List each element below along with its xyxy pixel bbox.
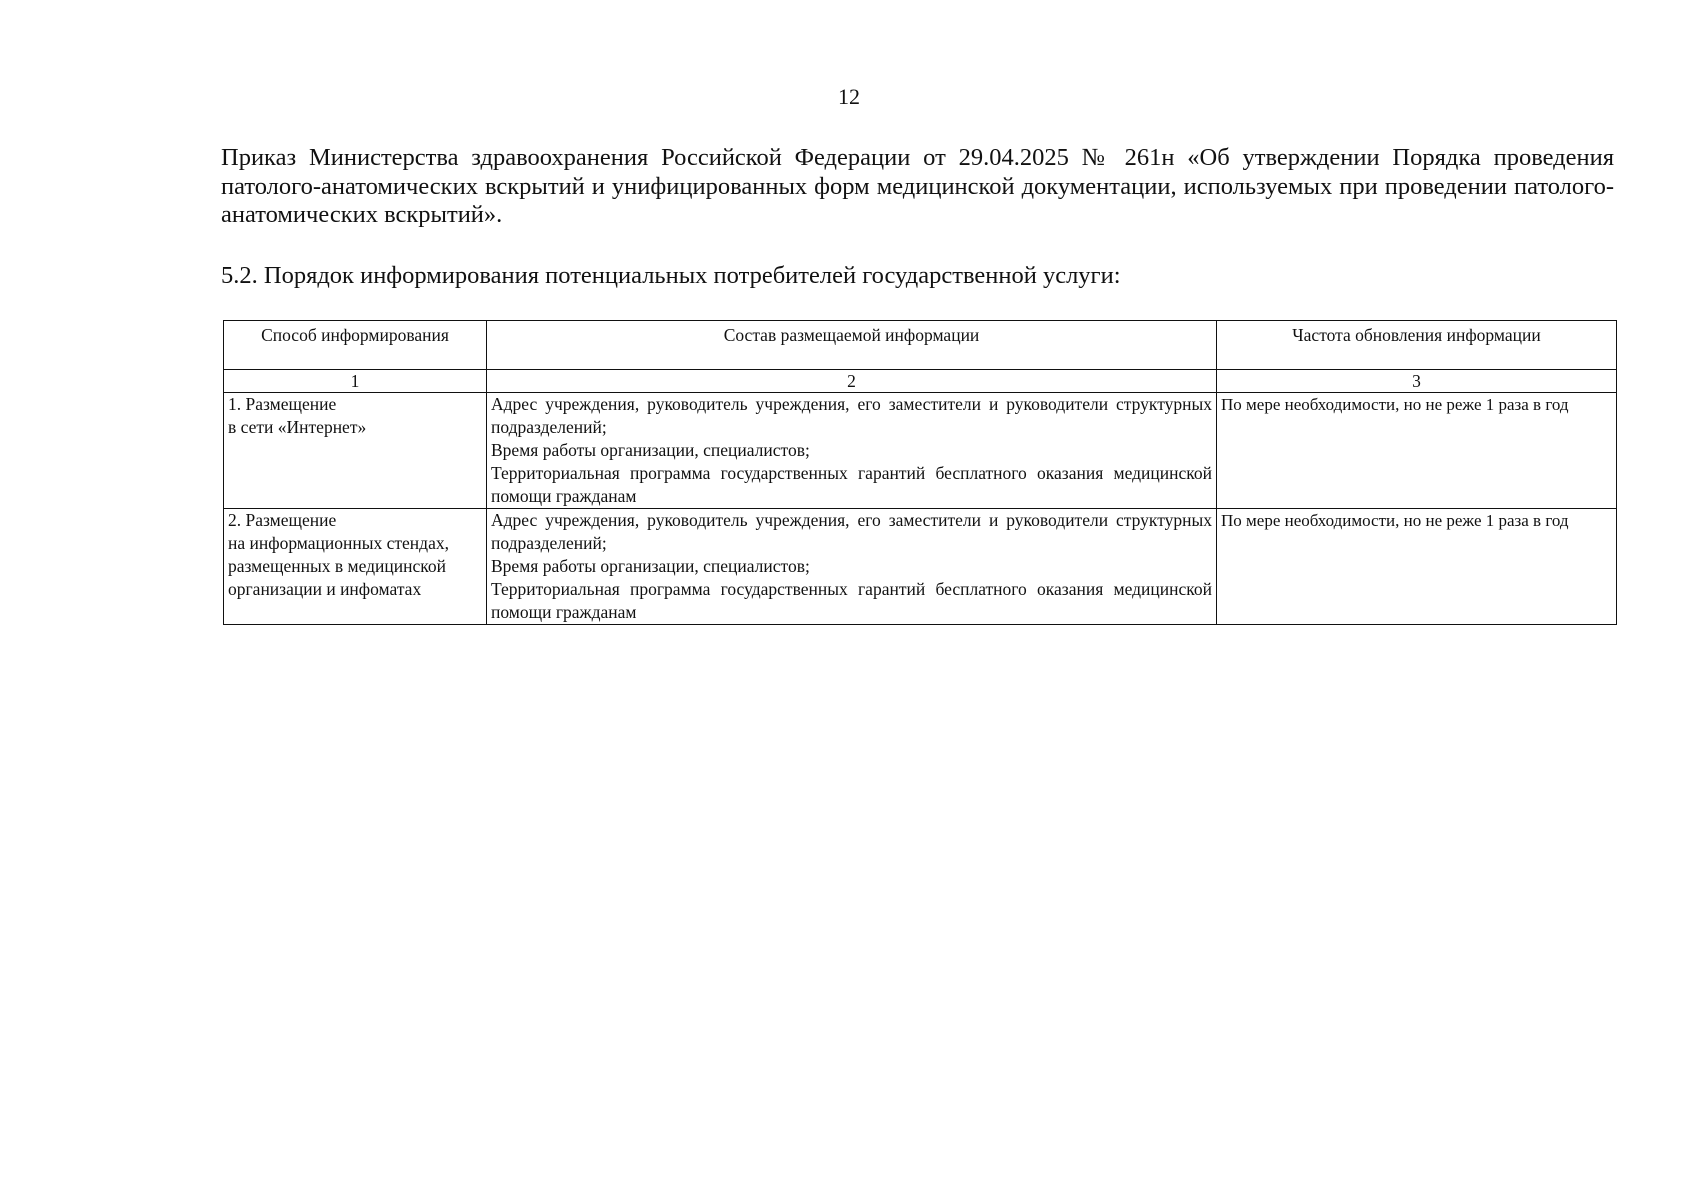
content-cell — [487, 509, 1217, 625]
method-line: размещенных в медицинской — [228, 556, 446, 576]
frequency-cell: По мере необходимости, но не реже 1 раза в год — [1217, 393, 1617, 509]
informing-procedure-table — [223, 320, 1617, 625]
content-item: Территориальная программа государственных гарантий бесплатного оказания медицинской помощи гражданам — [491, 579, 1212, 622]
table-index-row — [224, 370, 1617, 393]
index-3: 3 — [1217, 370, 1617, 393]
index-1: 1 — [224, 370, 487, 393]
table-row — [224, 393, 1617, 509]
method-line: организации и инфоматах — [228, 579, 422, 599]
page-number: 12 — [838, 84, 860, 109]
method-line: 1. Размещение — [228, 394, 337, 414]
content-item: Время работы организации, специалистов; — [491, 556, 810, 576]
content-item: Адрес учреждения, руководитель учреждения, его заместители и руководители структурных подразделений; — [491, 510, 1212, 553]
section-heading: 5.2. Порядок информирования потенциальных потребителей государственной услуги: — [221, 262, 1121, 289]
header-content: Состав размещаемой информации — [487, 321, 1217, 370]
header-frequency: Частота обновления информации — [1217, 321, 1617, 370]
method-line: в сети «Интернет» — [228, 417, 367, 437]
method-cell — [224, 509, 487, 625]
header-method: Способ информирования — [224, 321, 487, 370]
method-line: на информационных стендах, — [228, 533, 449, 553]
index-2: 2 — [487, 370, 1217, 393]
content-item: Территориальная программа государственных гарантий бесплатного оказания медицинской помощи гражданам — [491, 463, 1212, 506]
content-item: Время работы организации, специалистов; — [491, 440, 810, 460]
table-row — [224, 509, 1617, 625]
method-cell — [224, 393, 487, 509]
table-header-row — [224, 321, 1617, 370]
content-item: Адрес учреждения, руководитель учреждения, его заместители и руководители структурных подразделений; — [491, 394, 1212, 437]
method-line: 2. Размещение — [228, 510, 337, 530]
content-cell — [487, 393, 1217, 509]
order-reference-paragraph: Приказ Министерства здравоохранения Российской Федерации от 29.04.2025 № 261н «Об утверждении Порядка проведения патолого-анатомических вскрытий и унифицированных форм медицинской документации, используемых при проведении патолого-анатомических вскрытий». — [221, 144, 1614, 228]
frequency-cell: По мере необходимости, но не реже 1 раза в год — [1217, 509, 1617, 625]
